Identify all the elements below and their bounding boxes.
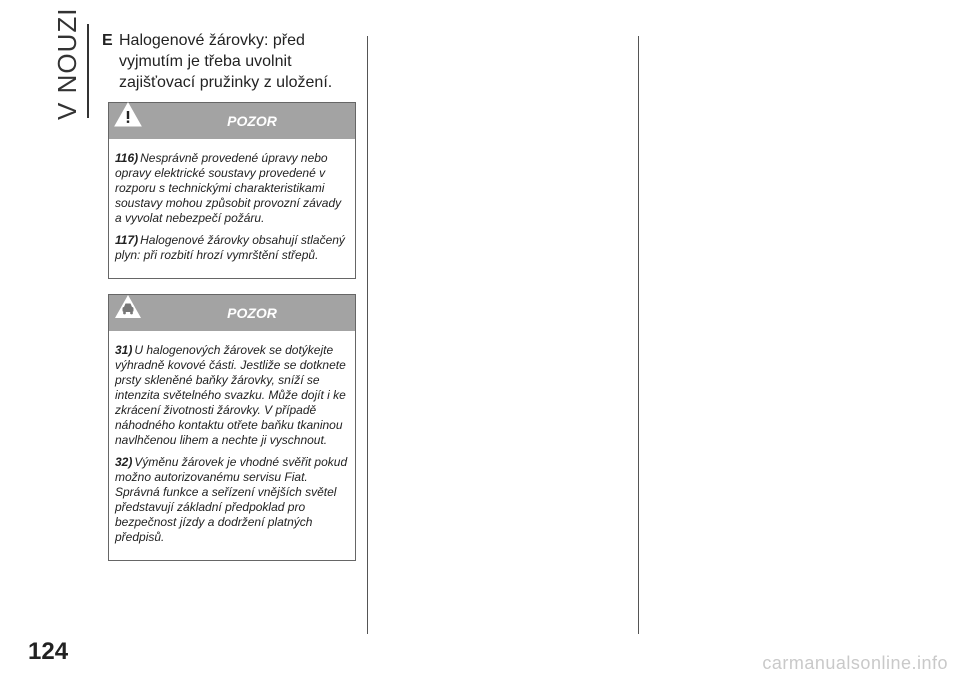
column-divider-2	[638, 36, 639, 634]
warning-item	[115, 233, 349, 263]
warning-item-number: 31)	[115, 343, 133, 357]
warning-item	[115, 151, 349, 226]
warning-item-number: 116)	[115, 151, 139, 165]
warning-body	[109, 331, 355, 560]
warning-item-number: 32)	[115, 455, 133, 469]
warning-box-2	[108, 294, 356, 561]
step-text: Halogenové žárovky: před vyjmutím je třeba uvolnit zajišťovací pružinky z uložení.	[119, 32, 333, 91]
warning-item-text: Nesprávně provedené úpravy nebo opravy elektrické soustavy provedené v rozporu s technickými charakteristikami soustavy mohou způsobit provozní závady a vyvolat nebezpečí požáru.	[115, 151, 342, 225]
warning-body	[109, 139, 355, 278]
warning-title: POZOR	[227, 113, 277, 129]
section-title: V NOUZI	[52, 7, 82, 120]
watermark: carmanualsonline.info	[762, 653, 948, 673]
section-rule	[87, 24, 89, 118]
warning-item-text: U halogenových žárovek se dotýkejte výhradně kovové části. Jestliže se dotknete prsty skleněné baňky žárovky, sníží se intenzita světelného svazku. Může dojít i ke zkrácení životnosti žárovky. V případě náhodného kontaktu otřete baňku tkaninou navlhčenou lihem a nechte ji vyschnout.	[115, 343, 346, 447]
warning-header	[109, 295, 355, 331]
warning-item	[115, 343, 349, 448]
warning-item	[115, 455, 349, 545]
page-number: 124	[28, 638, 69, 665]
warning-item-text: Halogenové žárovky obsahují stlačený plyn: při rozbití hrozí vymrštění střepů.	[115, 233, 345, 262]
warning-item-text: Výměnu žárovek je vhodné svěřit pokud možno autorizovanému servisu Fiat. Správná funkce a seřízení vnějších světel představují základní předpoklad pro bezpečnost jízdy a dodržení platných předpisů.	[115, 455, 348, 544]
warning-item-number: 117)	[115, 233, 139, 247]
step-e	[102, 30, 360, 93]
step-letter: E	[102, 32, 113, 49]
column-divider-1	[367, 36, 368, 634]
warning-box-1	[108, 102, 356, 279]
warning-header	[109, 103, 355, 139]
warning-title: POZOR	[227, 305, 277, 321]
